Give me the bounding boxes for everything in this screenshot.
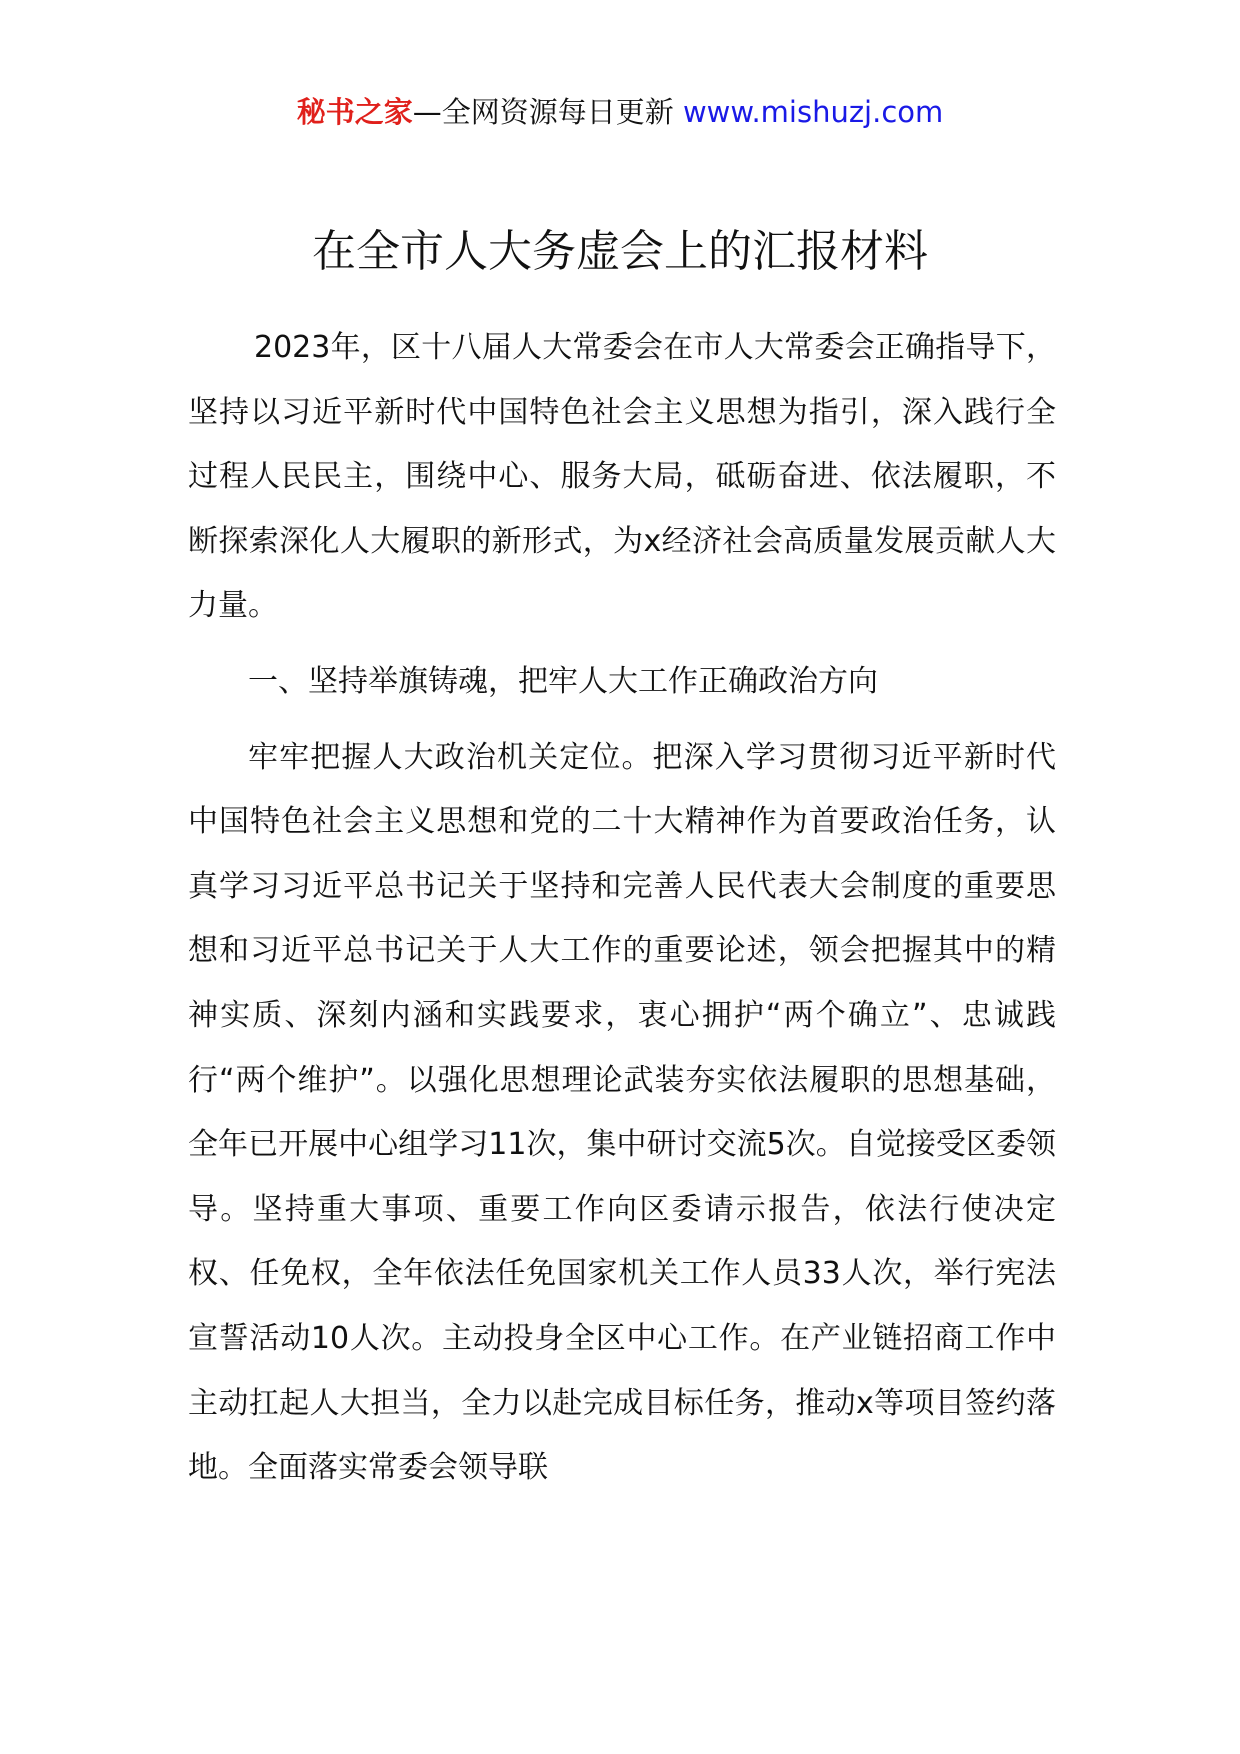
section-heading-1: 一、坚持举旗铸魂，把牢人大工作正确政治方向 <box>248 663 878 699</box>
document-title: 在全市人大务虚会上的汇报材料 <box>312 226 928 277</box>
paragraph-intro: 2023年，区十八届人大常委会在市人大常委会正确指导下，坚持以习近平新时代中国特色社会主义思想为指引，深入践行全过程人民民主，围绕中心、服务大局，砥砺奋进、依法履职，不断探索深化人大履职的新形式，为x经济社会高质量发展贡献人大力量。 <box>188 330 1056 624</box>
header-dash: — <box>412 95 442 129</box>
site-url-link[interactable]: www.mishuzj.com <box>682 95 944 129</box>
paragraph-section-1: 牢牢把握人大政治机关定位。把深入学习贯彻习近平新时代中国特色社会主义思想和党的二十大精神作为首要政治任务，认真学习习近平总书记关于坚持和完善人民代表大会制度的重要思想和习近平总书记关于人大工作的重要论述，领会把握其中的精神实质、深刻内涵和实践要求，衷心拥护“两个确立”、忠诚践行“两个维护”。以强化思想理论武装夯实依法履职的思想基础，全年已开展中心组学习11次，集中研讨交流5次。自觉接受区委领导。坚持重大事项、重要工作向区委请示报告，依法行使决定权、任免权，全年依法任免国家机关工作人员33人次，举行宪法宣誓活动10人次。主动投身全区中心工作。在产业链招商工作中主动扛起人大担当，全力以赴完成目标任务，推动x等项目签约落地。全面落实常委会领导联 <box>188 739 1056 1486</box>
brand-name: 秘书之家 <box>296 95 413 129</box>
header-tagline: 全网资源每日更新 <box>441 95 674 129</box>
site-header <box>0 92 1240 132</box>
document-body <box>188 316 1056 1501</box>
